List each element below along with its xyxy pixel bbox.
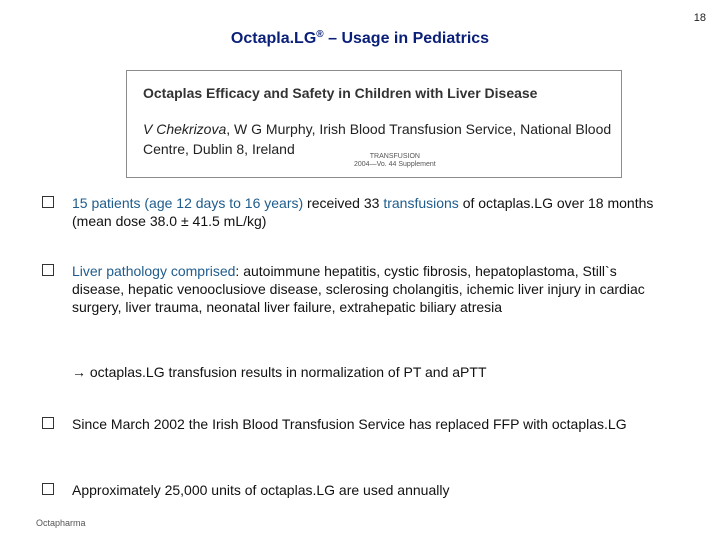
- journal-issue: 2004—Vo. 44 Supplement: [354, 161, 436, 168]
- citation-affiliation: , W G Murphy, Irish Blood Transfusion Service, National Blood Centre, Dublin 8, Ireland: [143, 121, 612, 157]
- bullet-text: [72, 195, 653, 229]
- slide-title: [0, 29, 720, 48]
- bullet-text-segment: transfusions: [383, 195, 459, 211]
- citation-journal: [354, 153, 436, 169]
- bullet-text-segment: : autoimmune hepatitis, cystic fibrosis, hepatoplastoma, Still`s disease, hepatic venooclusiove disease, sclerosing cholangitis, ichemic liver injury in cardiac surgery, liver trauma, neonatal liver failure, extrahepatic biliary atresia: [72, 263, 645, 315]
- title-main: Octapla.LG: [230, 30, 317, 47]
- bullet-text-segment: Approximately 25,000 units of octaplas.LG are used annually: [72, 482, 450, 498]
- checkbox-bullet-icon: [42, 483, 54, 495]
- bullet-text: [72, 263, 645, 315]
- bullet-text-segment: Liver pathology comprised: [72, 263, 236, 279]
- checkbox-bullet-icon: [42, 264, 54, 276]
- bullet-item: [72, 262, 672, 316]
- title-rest: – Usage in Pediatrics: [323, 30, 490, 47]
- page-number: 18: [693, 12, 706, 24]
- bullet-text-segment: Since March 2002 the Irish Blood Transfusion Service has replaced FFP with octaplas.LG: [72, 416, 627, 432]
- citation-lead-author: V Chekrizova: [143, 121, 227, 137]
- checkbox-bullet-icon: [42, 196, 54, 208]
- bullet-item: [72, 481, 672, 499]
- bullet-text: [72, 416, 627, 432]
- bullet-item: [72, 415, 672, 433]
- journal-name: TRANSFUSION: [369, 153, 420, 160]
- bullet-item: [72, 194, 672, 230]
- bullet-text: [72, 482, 449, 498]
- registered-mark: ®: [316, 29, 324, 40]
- conclusion-line: → octaplas.LG transfusion results in normalization of PT and aPTT: [72, 364, 487, 380]
- citation-title: Octaplas Efficacy and Safety in Children with Liver Disease: [143, 85, 538, 101]
- bullet-text-segment: received 33: [303, 195, 384, 211]
- bullet-text-segment: of octaplas.LG over 18 months (mean dose 38.0 ± 41.5 mL/kg): [72, 195, 654, 229]
- checkbox-bullet-icon: [42, 417, 54, 429]
- bullet-text-segment: 15 patients (age 12 days to 16 years): [72, 195, 304, 211]
- footer-brand: Octapharma: [36, 518, 86, 528]
